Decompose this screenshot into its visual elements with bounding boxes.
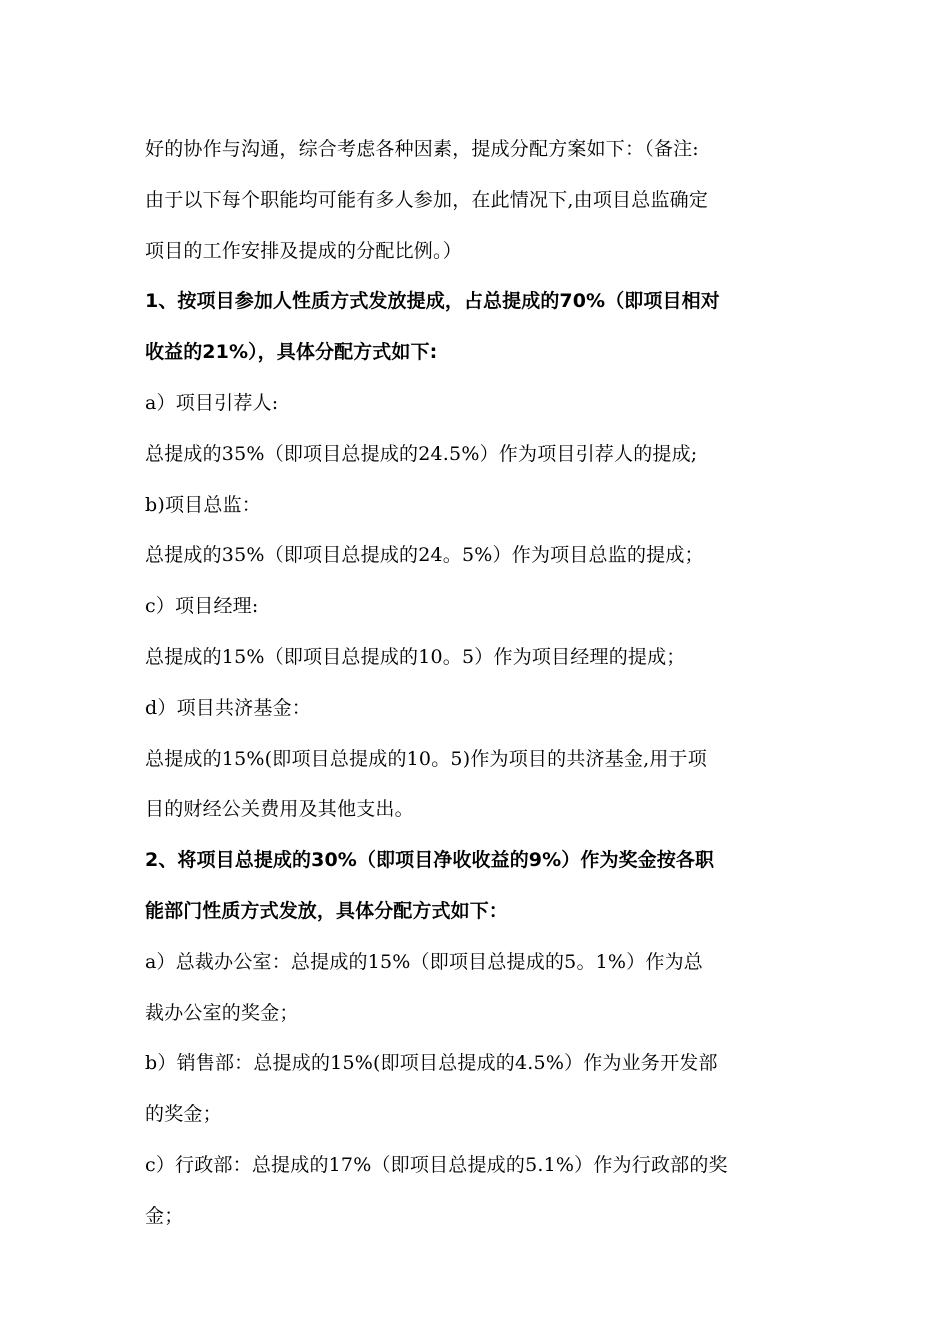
section-heading-line: 2、将项目总提成的30%（即项目净收收益的9%）作为奖金按各职 xyxy=(145,849,715,872)
text-line: b)项目总监： xyxy=(145,493,261,516)
section-heading-line: 收益的21%），具体分配方式如下: xyxy=(145,341,438,364)
section-heading-line: 1、按项目参加人性质方式发放提成，占总提成的70%（即项目相对 xyxy=(145,290,720,313)
text-line: b）销售部：总提成的15%(即项目总提成的4.5%）作为业务开发部 xyxy=(145,1052,718,1075)
text-line: 项目的工作安排及提成的分配比例。） xyxy=(145,239,462,262)
text-line: 总提成的15%(即项目总提成的10。5)作为项目的共济基金,用于项 xyxy=(145,747,707,770)
text-line: 金； xyxy=(145,1204,184,1227)
text-line: c）项目经理: xyxy=(145,595,259,618)
text-line: 总提成的35%（即项目总提成的24.5%）作为项目引荐人的提成; xyxy=(145,442,698,465)
text-line: a）总裁办公室：总提成的15%（即项目总提成的5。1%）作为总 xyxy=(145,950,703,973)
text-line: 由于以下每个职能均可能有多人参加，在此情况下,由项目总监确定 xyxy=(145,188,709,211)
section-heading-line: 能部门性质方式发放，具体分配方式如下： xyxy=(145,899,508,922)
text-line: d）项目共济基金： xyxy=(145,696,311,719)
text-line: 的奖金； xyxy=(145,1103,222,1126)
document-body xyxy=(145,131,810,1249)
text-line: 目的财经公关费用及其他支出。 xyxy=(145,798,414,821)
text-line: a）项目引荐人: xyxy=(145,391,279,414)
text-line: 好的协作与沟通，综合考虑各种因素，提成分配方案如下：（备注: xyxy=(145,138,699,160)
text-line: 总提成的15%（即项目总提成的10。5）作为项目经理的提成； xyxy=(145,645,686,668)
text-line: c）行政部：总提成的17%（即项目总提成的5.1%）作为行政部的奖 xyxy=(145,1153,728,1176)
text-line: 总提成的35%（即项目总提成的24。5%）作为项目总监的提成； xyxy=(145,544,704,567)
text-line: 裁办公室的奖金； xyxy=(145,1001,299,1024)
